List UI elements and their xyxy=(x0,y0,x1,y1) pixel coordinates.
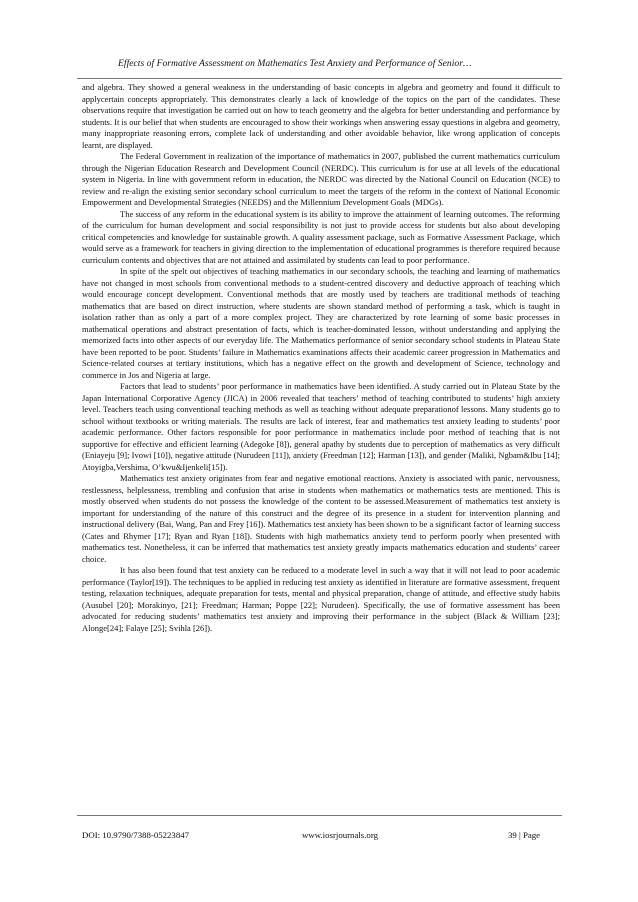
paragraph-reducing-anxiety: It has also been found that test anxiety can be reduced to a moderate level in such a way that it will not lead to poor academic performance (Taylor[19]). The techniques to be applied in reducing test anxiety as identified in literature are formative assessment, frequent testing, relaxation techniques, adequate preparation for tests, mental and physical preparation, change of attitude, and effective study habits (Ausubel [20]; Morakinyo, [21]; Freedman; Harman; Poppe [22]; Nurudeen). Specifically, the use of formative assessment has been advocated for reducing students’ mathematics test anxiety and improving their performance in the subject (Black & William [23]; Alonge[24]; Falaye [25]; Svihla [26]). xyxy=(82,565,560,633)
running-head: Effects of Formative Assessment on Mathematics Test Anxiety and Performance of Senior… xyxy=(118,58,472,69)
paragraph-poor-performance-factors: Factors that lead to students’ poor performance in mathematics have been identified. A study carried out in Plateau State by the Japan International Corporative Agency (JICA) in 2006 revealed that teachers’ method of teaching contributed to students’ high anxiety level. Teachers teach using conventional teaching methods as well as teaching without adequate preparationof lessons. Many students go to school without textbooks or writing materials. The results are lack of interest, fear and mathematics test anxiety leading to students’ poor academic performance. Other factors responsible for poor performance in mathematics include poor method of teaching that is not supportive for effective and efficient learning (Adegoke [8]), general apathy by students due to perception of mathematics as very difficult (Eniayeju [9]; Ivowi [10]), negative attitude (Nurudeen [11]), anxiety (Freedman [12]; Harman [13]), and gender (Maliki, Ngbam&Ibu [14]; Atoyigba,Vershima, O’kwu&Ijenkeli[15]). xyxy=(82,381,560,472)
footer-page-number: 39 | Page xyxy=(508,830,541,840)
paragraph-reform-success: The success of any reform in the educational system is its ability to improve the attainment of learning outcomes. The reforming of the curriculum for human development and social responsibility is not just to provide access for students but also about developing critical competencies and knowledge for sustainable growth. A quality assessment package, such as Formative Assessment Package, which would serve as a framework for teachers in giving direction to the implementation of educational programmes is therefore required because curriculum contents and objectives that are not attained and assimilated by students can lead to poor performance. xyxy=(82,208,560,265)
footer-doi: DOI: 10.9790/7388-05223847 xyxy=(82,830,190,840)
paragraph-algebra-weakness: and algebra. They showed a general weakness in the understanding of basic concepts in algebra and geometry and found it difficult to applycertain concepts appropriately. This demonstrates clearly a lack of knowledge of the topics on the part of the candidates. These observations require that investigation be carried out on how to teach geometry and the algebra for better understanding and performance by students. It is our belief that when students are encouraged to show their workings when answering essay questions in algebra and geometry, many inappropriate reasoning errors, complete lack of understanding and other avoidable behavior, like wrong application of concepts learnt, are displayed. xyxy=(82,82,560,150)
article-body xyxy=(82,82,560,634)
header-rule xyxy=(77,78,562,79)
footer-rule xyxy=(77,815,562,816)
footer-website: www.iosrjournals.org xyxy=(302,830,378,840)
paragraph-test-anxiety: Mathematics test anxiety originates from fear and negative emotional reactions. Anxiety is associated with panic, nervousness, restlessness, helplessness, trembling and confusion that arise in students when mathematics or mathematics tests are mentioned. This is mostly observed when students do not possess the knowledge of the content to be assessed.Measurement of mathematics test anxiety is important for understanding of the nature of this construct and the degree of its presence in a student for intervention planning and instructional delivery (Bai, Wang, Pan and Frey [16]). Mathematics test anxiety has been shown to be a significant factor of learning success (Cates and Rhymer [17]; Ryan and Ryan [18]). Students with high mathematics anxiety tend to perform poorly when presented with mathematics test. Nonetheless, it can be inferred that mathematics test anxiety greatly impacts mathematics education and students’ career choice. xyxy=(82,473,560,564)
paragraph-teaching-methods: In spite of the spelt out objectives of teaching mathematics in our secondary schools, the teaching and learning of mathematics have not changed in most schools from conventional methods to a student-centred discovery and deductive approach of teaching which would encourage concept development. Conventional methods that are mostly used by teachers are traditional methods of teaching mathematics that are based on direct instruction, where students are shown standard method of performing a task, which is taught in isolation rather than as only a part of a more complex project. They are characterized by rote learning of some basic processes in mathematical operations and abstract presentation of facts, which is teacher-dominated lesson, without understanding and applying the memorized facts into other aspects of our everyday life. The Mathematics performance of senior secondary school students in Plateau State have been reported to be poor. Students’ failure in Mathematics examinations affects their academic career progression in Mathematics and Science-related courses at tertiary institutions, which has a negative effect on the growth and development of Science, technology and commerce in Jos and Nigeria at large. xyxy=(82,266,560,380)
paragraph-federal-government: The Federal Government in realization of the importance of mathematics in 2007, published the current mathematics curriculum through the Nigerian Education Research and Development Council (NERDC). This curriculum is for use at all levels of the educational system in Nigeria. In line with government reform in education, the NERDC was directed by the National Council on Education (NCE) to review and re-align the existing senior secondary school curriculum to meet the targets of the reform in the context of National Economic Empowerment and Developmental Strategies (NEEDS) and the Millennium Development Goals (MDGs). xyxy=(82,151,560,207)
